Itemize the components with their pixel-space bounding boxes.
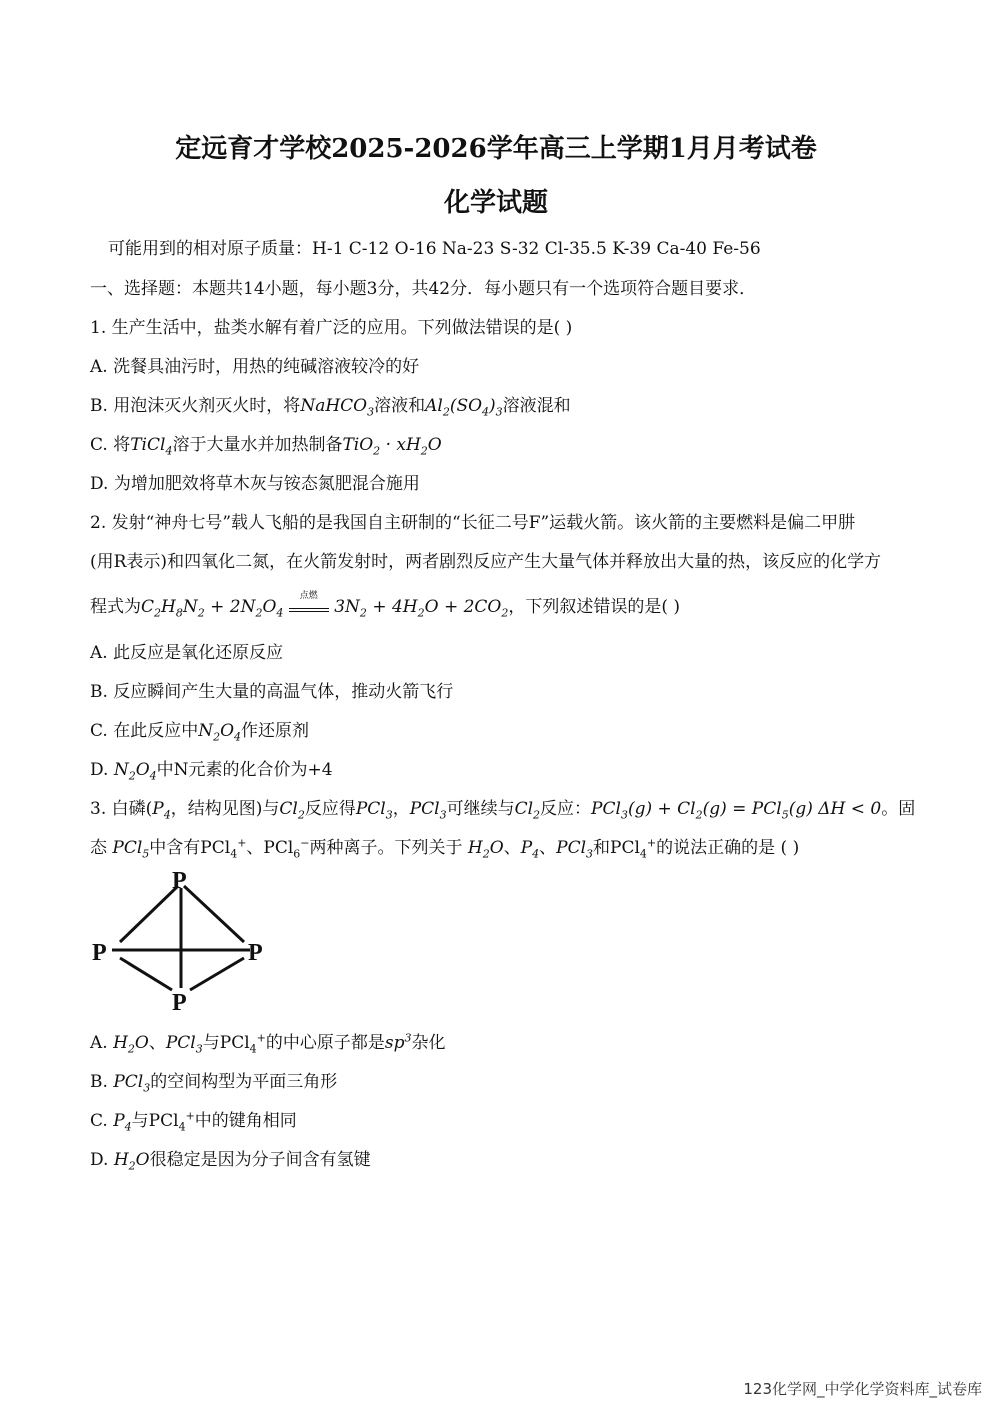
q3-option-a: A. $H_2O$、PCl$_3$与PCl$_4$+的中心原子都是$sp^3$杂化	[90, 1031, 446, 1056]
q2-line-1: 2. 发射“神舟七号”载人飞船的是我国自主研制的“长征二号F”运载火箭。该火箭的主要燃料是偏二甲肼	[90, 513, 856, 533]
q1-option-c: C. 将TiCl$_4$溶于大量水并加热制备$TiO_2 \cdot xH_2O$	[90, 435, 442, 458]
q1-option-a: A. 洗餐具油污时，用热的纯碱溶液较冷的好	[90, 357, 420, 377]
reaction-arrow: 点燃	[289, 600, 329, 612]
q1-option-d: D. 为增加肥效将草木灰与铵态氮肥混合施用	[90, 474, 420, 494]
q2-option-d: D. $N_2O_4$中N元素的化合价为+4	[90, 760, 333, 783]
q1-stem: 1. 生产生活中，盐类水解有着广泛的应用。下列做法错误的是( )	[90, 318, 573, 338]
q2-option-c: C. 在此反应中$N_2O_4$作还原剂	[90, 721, 310, 744]
p-atom-bottom: P	[172, 990, 187, 1016]
subject-title: 化学试题	[443, 188, 548, 218]
q2-option-b: B. 反应瞬间产生大量的高温气体，推动火箭飞行	[90, 682, 454, 702]
footer-watermark: 123化学网_中学化学资料库_试卷库	[743, 1380, 982, 1398]
q2-option-a: A. 此反应是氧化还原反应	[90, 643, 284, 663]
section-heading: 一、选择题：本题共14小题，每小题3分，共42分．每小题只有一个选项符合题目要求．	[90, 279, 757, 299]
q3-option-c: C. $P_4$与PCl$_4$+中的键角相同	[90, 1109, 297, 1134]
q1-option-b: B. 用泡沫灭火剂灭火时，将NaHCO$_3$溶液和$Al_2(SO_4)_3$溶液混和	[90, 396, 571, 419]
p-atom-left: P	[92, 940, 107, 966]
exam-title: 定远育才学校2025-2026学年高三上学期1月月考试卷	[175, 134, 817, 164]
q3-line-2: 态 PCl$_5$中含有PCl$_4$+、PCl$_6$−两种离子。下列关于 $H_2O$、$P_4$、PCl$_3$和PCl$_4$+的说法正确的是 ( )	[90, 836, 800, 861]
p4-structure-diagram	[90, 866, 272, 1016]
atomic-masses: 可能用到的相对原子质量：H-1 C-12 O-16 Na-23 S-32 Cl-35.5 K-39 Ca-40 Fe-56	[108, 239, 761, 259]
q2-line-2: (用R表示)和四氧化二氮，在火箭发射时，两者剧烈反应产生大量气体并释放出大量的热，该反应的化学方	[90, 552, 882, 572]
q3-option-b: B. PCl$_3$的空间构型为平面三角形	[90, 1072, 338, 1095]
p-atom-top: P	[172, 868, 187, 894]
q2-line-3: 程式为$C_2H_8N_2 + 2N_2O_4$ 点燃 $3N_2 + 4H_2O + 2CO_2$，下列叙述错误的是( )	[90, 591, 681, 620]
q3-option-d: D. $H_2O$很稳定是因为分子间含有氢键	[90, 1150, 371, 1173]
q3-line-1: 3. 白磷($P_4$，结构见图)与$Cl_2$反应得PCl$_3$，PCl$_3$可继续与$Cl_2$反应：$PCl_3(g) + Cl_2(g) = PCl_5(g) \Delta H < 0$。固	[90, 799, 916, 822]
p-atom-right: P	[248, 940, 263, 966]
